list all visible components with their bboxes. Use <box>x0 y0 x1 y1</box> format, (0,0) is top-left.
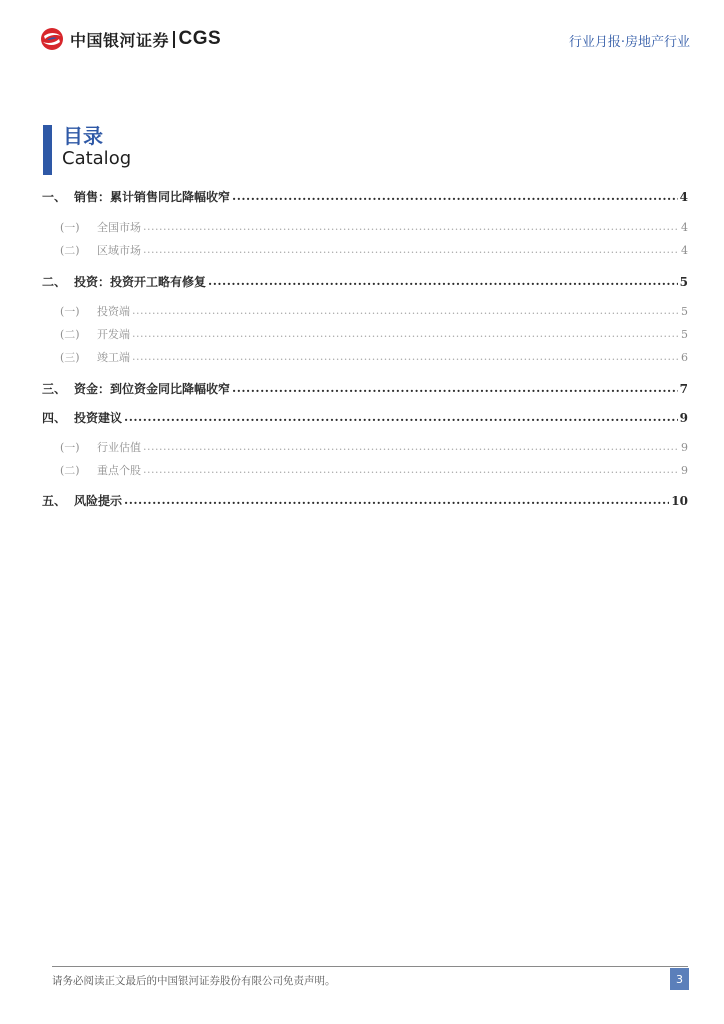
toc-entry-number: (一) <box>60 221 80 234</box>
toc-entry-number: (二) <box>60 328 80 341</box>
toc-entry-number: (二) <box>60 464 80 477</box>
toc-entry[interactable] <box>42 326 688 346</box>
toc-entry-page: 5 <box>679 275 688 289</box>
toc-leader-dots <box>124 410 678 424</box>
toc-entry-number: 一、 <box>42 190 67 204</box>
toc-entry-page: 9 <box>679 411 688 425</box>
toc-entry[interactable] <box>42 349 688 369</box>
toc-entry-label: 竣工端 <box>97 351 130 364</box>
toc-leader-dots <box>232 189 678 203</box>
toc-entry-number: (一) <box>60 305 80 318</box>
toc-leader-dots <box>143 220 679 233</box>
page-number-badge: 3 <box>670 968 689 990</box>
toc-entry-page: 7 <box>679 382 688 396</box>
toc-entry-number: 二、 <box>42 275 67 289</box>
toc-entry-page: 4 <box>679 190 688 204</box>
cgs-logo <box>40 27 221 51</box>
toc-entry-page: 4 <box>681 221 688 234</box>
catalog-title-cn: 目录 <box>63 124 103 148</box>
toc-entry-number: (一) <box>60 441 80 454</box>
toc-entry-page: 9 <box>681 464 688 477</box>
toc-entry-label: 开发端 <box>97 328 130 341</box>
toc-entry-page: 9 <box>681 441 688 454</box>
logo-separator <box>173 31 175 48</box>
toc-entry[interactable] <box>42 409 688 429</box>
toc-entry[interactable] <box>42 188 688 208</box>
toc-entry-label: 资金：到位资金同比降幅收窄 <box>74 382 231 396</box>
toc-leader-dots <box>124 493 669 507</box>
toc-leader-dots <box>132 350 679 363</box>
toc-entry[interactable] <box>42 303 688 323</box>
logo-chinese-name: 中国银河证券 <box>70 30 170 50</box>
toc-entry-number: (二) <box>60 244 80 257</box>
footer-divider <box>52 966 688 967</box>
toc-entry-page: 6 <box>681 351 688 364</box>
title-accent-bar <box>43 125 52 175</box>
toc-entry-label: 销售：累计销售同比降幅收窄 <box>74 190 231 204</box>
toc-entry-page: 10 <box>671 494 688 508</box>
toc-entry-number: 三、 <box>42 382 67 396</box>
toc-entry[interactable] <box>42 380 688 400</box>
catalog-title-en: Catalog <box>62 148 132 169</box>
toc-entry-number: 五、 <box>42 494 67 508</box>
page-header <box>0 0 724 60</box>
toc-entry-page: 5 <box>681 328 688 341</box>
toc-entry-label: 投资端 <box>97 305 130 318</box>
logo-english-name: CGS <box>178 28 222 49</box>
toc-entry-label: 区域市场 <box>97 244 141 257</box>
toc-entry[interactable] <box>42 492 688 512</box>
toc-entry-label: 行业估值 <box>97 441 141 454</box>
toc-leader-dots <box>132 304 679 317</box>
toc-leader-dots <box>143 440 679 453</box>
toc-entry-label: 全国市场 <box>97 221 141 234</box>
footer-disclaimer: 请务必阅读正文最后的中国银河证券股份有限公司免责声明。 <box>52 975 336 987</box>
toc-entry[interactable] <box>42 242 688 262</box>
report-type-label: 行业月报·房地产行业 <box>568 35 690 50</box>
cgs-logo-icon <box>40 27 64 51</box>
toc-entry-page: 4 <box>681 244 688 257</box>
toc-entry[interactable] <box>42 219 688 239</box>
toc-leader-dots <box>232 381 678 395</box>
toc-entry-number: (三) <box>60 351 80 364</box>
toc-leader-dots <box>143 463 679 476</box>
toc-entry[interactable] <box>42 462 688 482</box>
toc-entry-label: 投资建议 <box>74 411 123 425</box>
toc-leader-dots <box>132 327 679 340</box>
toc-leader-dots <box>143 243 679 256</box>
toc-entry[interactable] <box>42 273 688 293</box>
toc-leader-dots <box>208 274 678 288</box>
toc-entry-page: 5 <box>681 305 688 318</box>
toc-entry-number: 四、 <box>42 411 67 425</box>
toc-entry-label: 风险提示 <box>74 494 123 508</box>
toc-entry-label: 投资：投资开工略有修复 <box>74 275 207 289</box>
toc-entry[interactable] <box>42 439 688 459</box>
toc-entry-label: 重点个股 <box>97 464 141 477</box>
